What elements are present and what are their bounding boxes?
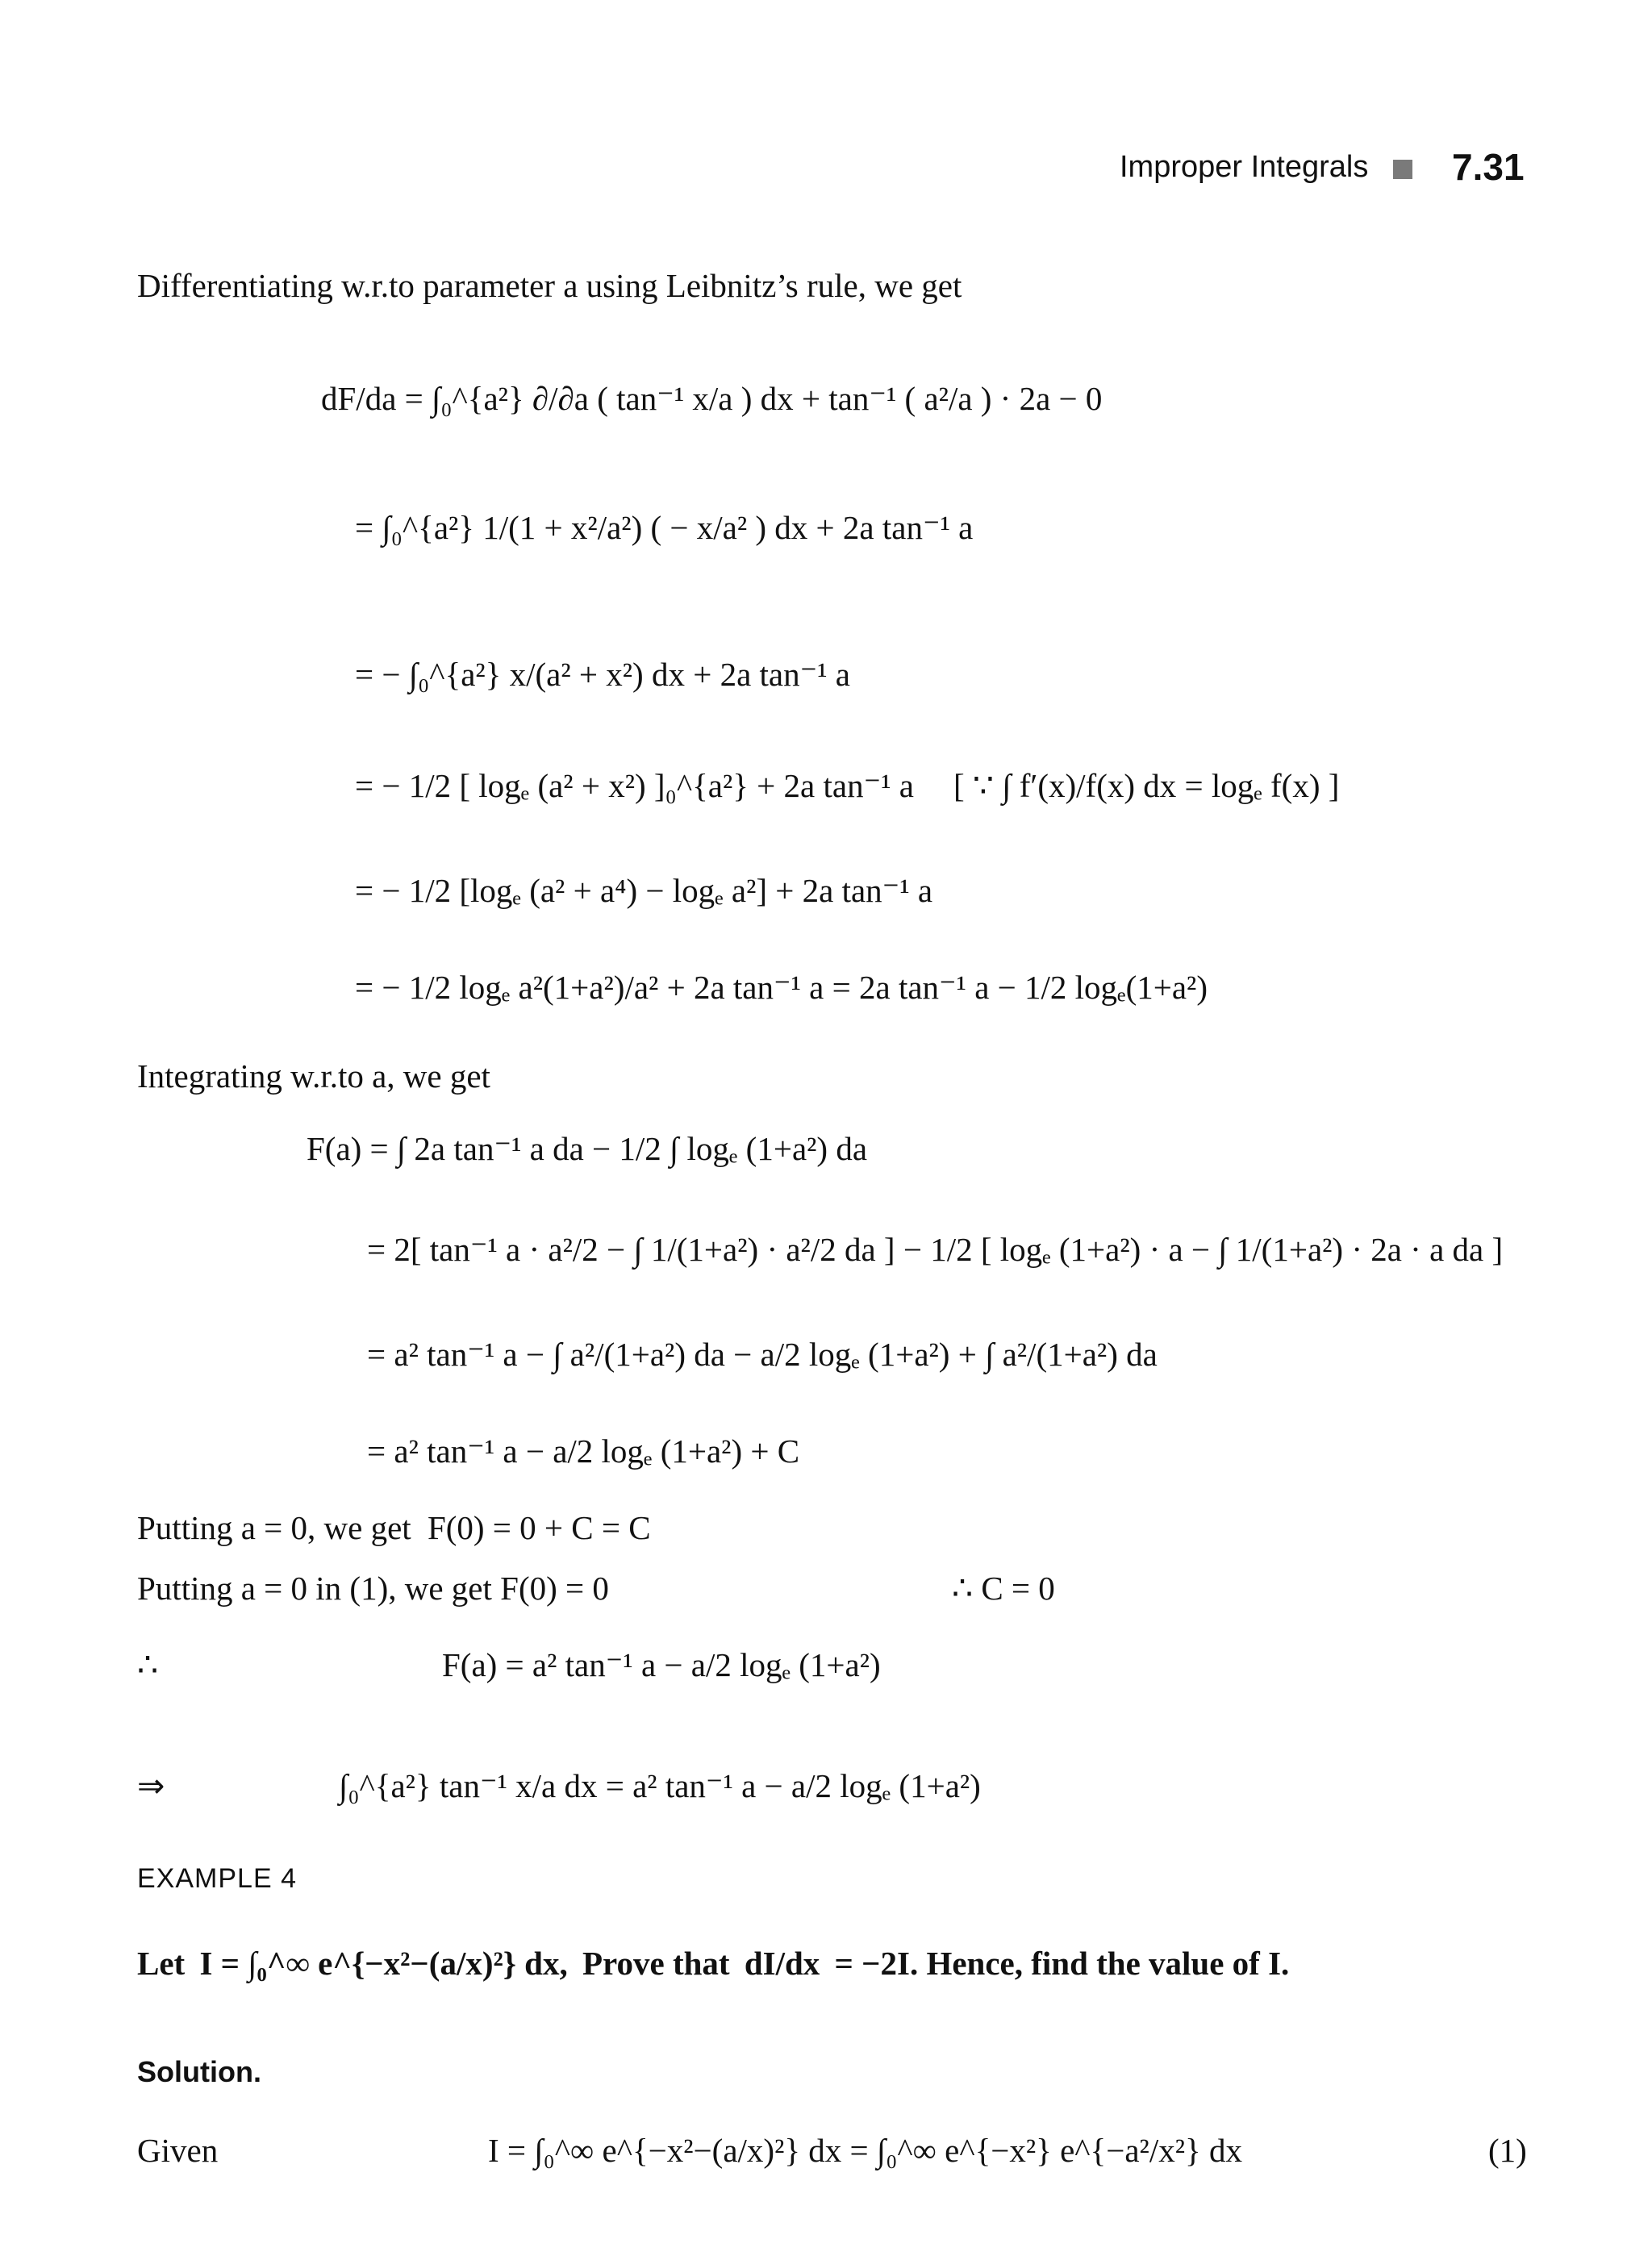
equation-final: ∫₀^{a²} tan⁻¹ x/a dx = a² tan⁻¹ a − a/2 logₑ (1+a²) (339, 1767, 981, 1804)
solution-heading: Solution. (137, 2055, 261, 2088)
putting-a-zero-label: Putting a = 0, we get (137, 1509, 411, 1546)
equation-line-5: = − 1/2 [logₑ (a² + a⁴) − logₑ a²] + 2a tan⁻¹ a (355, 872, 933, 909)
therefore-symbol: ∴ (137, 1646, 159, 1683)
putting-a-zero-math: F(0) = 0 + C = C (427, 1509, 651, 1546)
page-number: 7.31 (1452, 146, 1525, 188)
equation-line-1: dF/da = ∫₀^{a²} ∂/∂a ( tan⁻¹ x/a ) dx + tan⁻¹ ( a²/a ) · 2a − 0 (321, 380, 1103, 417)
putting-a-zero-text (137, 1508, 651, 1548)
given-equation: I = ∫₀^∞ e^{−x²−(a/x)²} dx = ∫₀^∞ e^{−x²} e^{−a²/x²} dx (488, 2132, 1242, 2169)
example-statement (137, 1944, 1289, 1983)
example-prove-that: Prove that (582, 1945, 730, 1982)
example-let: Let (137, 1945, 186, 1982)
putting-a-zero-in-1-text: Putting a = 0 in (1), we get F(0) = 0 (137, 1570, 609, 1607)
example-derivative: dI/dx (744, 1945, 820, 1982)
integrating-intro-text: Integrating w.r.to a, we get (137, 1057, 490, 1095)
example-heading: EXAMPLE 4 (137, 1863, 297, 1894)
equation-number: (1) (1488, 2132, 1527, 2169)
equation-f-line-2: = 2[ tan⁻¹ a · a²/2 − ∫ 1/(1+a²) · a²/2 da ] − 1/2 [ logₑ (1+a²) · a − ∫ 1/(1+a²) · 2a · a da ] (367, 1231, 1504, 1268)
implies-symbol: ⇒ (137, 1767, 165, 1804)
leibniz-intro-text: Differentiating w.r.to parameter a using Leibnitz’s rule, we get (137, 267, 962, 304)
equation-f-line-1: F(a) = ∫ 2a tan⁻¹ a da − 1/2 ∫ logₑ (1+a²) da (307, 1130, 868, 1167)
header-square-icon (1393, 160, 1412, 183)
therefore-c-zero: ∴ C = 0 (952, 1570, 1055, 1607)
equation-f-line-3: = a² tan⁻¹ a − ∫ a²/(1+a²) da − a/2 logₑ (1+a²) + ∫ a²/(1+a²) da (367, 1336, 1158, 1373)
equation-f-line-4: = a² tan⁻¹ a − a/2 logₑ (1+a²) + C (367, 1432, 800, 1470)
equation-line-2: = ∫₀^{a²} 1/(1 + x²/a²) ( − x/a² ) dx + 2a tan⁻¹ a (355, 509, 974, 546)
equation-line-3: = − ∫₀^{a²} x/(a² + x²) dx + 2a tan⁻¹ a (355, 656, 850, 693)
equation-fa: F(a) = a² tan⁻¹ a − a/2 logₑ (1+a²) (442, 1646, 881, 1683)
example-integral: I = ∫₀^∞ e^{−x²−(a/x)²} dx, (199, 1945, 568, 1982)
equation-line-4: = − 1/2 [ logₑ (a² + x²) ]₀^{a²} + 2a tan⁻¹ a (355, 767, 914, 804)
given-label: Given (137, 2132, 219, 2169)
running-header-title: Improper Integrals (1120, 150, 1369, 184)
example-statement-rest: = −2I. Hence, find the value of I. (834, 1945, 1290, 1982)
equation-line-6: = − 1/2 logₑ a²(1+a²)/a² + 2a tan⁻¹ a = 2a tan⁻¹ a − 1/2 logₑ(1+a²) (355, 969, 1208, 1006)
equation-line-4-note: [ ∵ ∫ f′(x)/f(x) dx = logₑ f(x) ] (953, 767, 1340, 804)
